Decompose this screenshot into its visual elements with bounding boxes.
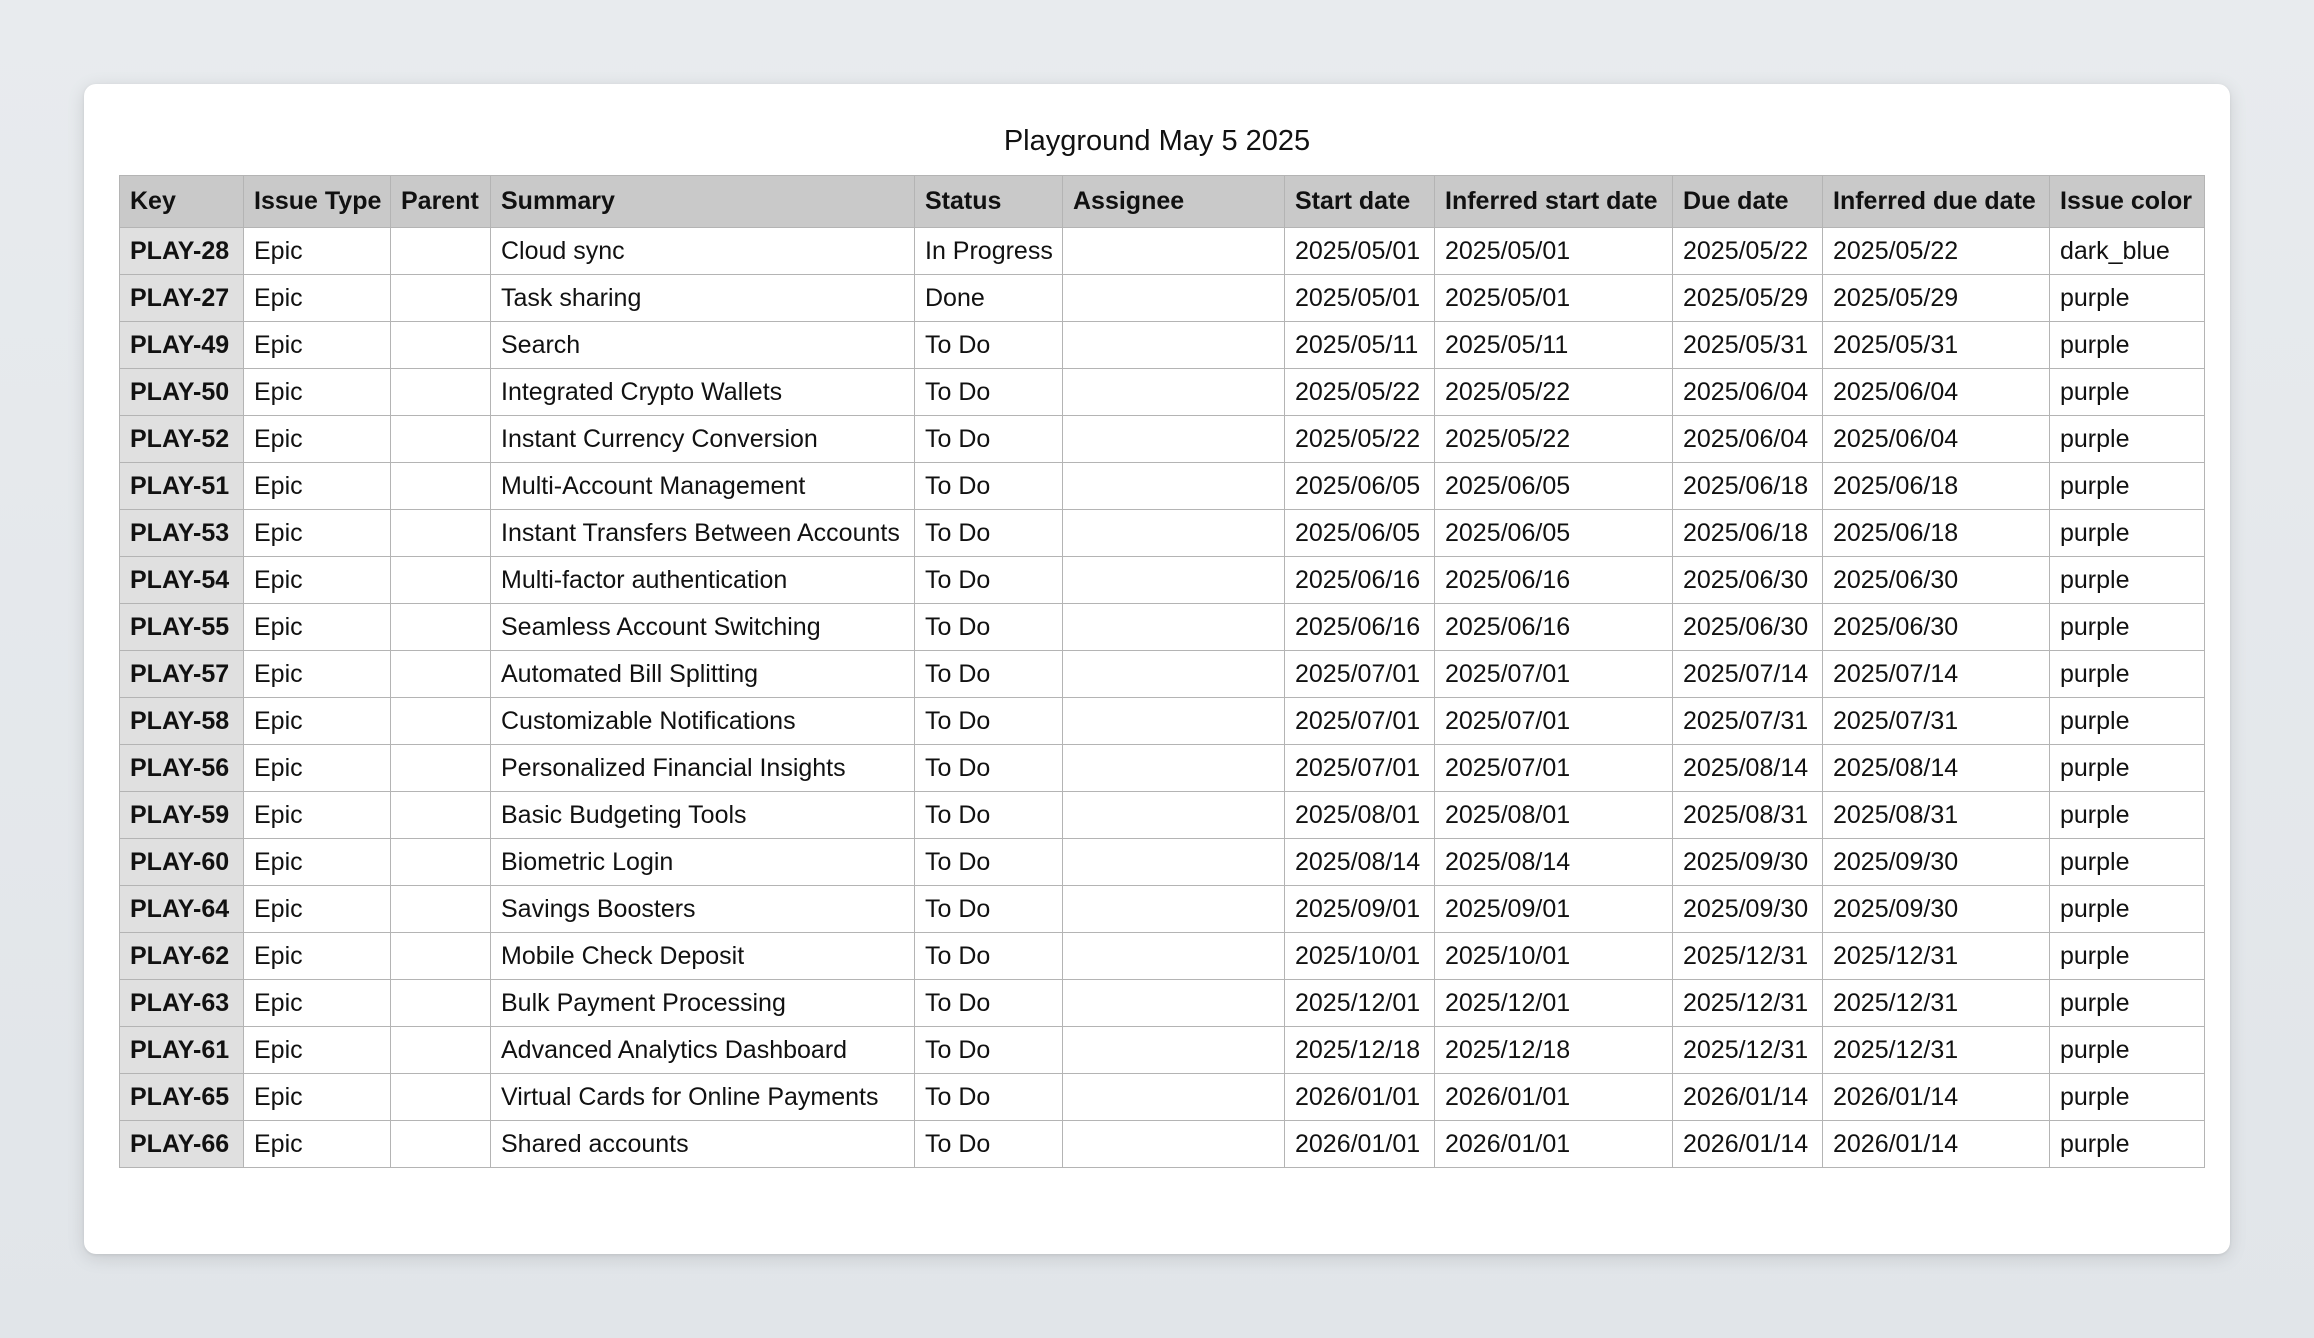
cell-start-date[interactable]: 2025/05/22 (1285, 416, 1435, 463)
cell-start-date[interactable]: 2025/06/16 (1285, 604, 1435, 651)
cell-key[interactable]: PLAY-50 (120, 369, 244, 416)
cell-issue-type[interactable]: Epic (244, 463, 391, 510)
cell-due-date[interactable]: 2026/01/14 (1673, 1074, 1823, 1121)
cell-summary[interactable]: Multi-Account Management (491, 463, 915, 510)
cell-key[interactable]: PLAY-66 (120, 1121, 244, 1168)
cell-due-date[interactable]: 2025/06/04 (1673, 369, 1823, 416)
cell-status[interactable]: To Do (915, 1121, 1063, 1168)
cell-inferred-due-date[interactable]: 2025/09/30 (1823, 839, 2050, 886)
cell-start-date[interactable]: 2025/05/11 (1285, 322, 1435, 369)
cell-issue-color[interactable]: purple (2050, 322, 2205, 369)
cell-inferred-due-date[interactable]: 2026/01/14 (1823, 1121, 2050, 1168)
table-row (120, 651, 2205, 698)
cell-parent[interactable] (391, 228, 491, 275)
cell-status[interactable]: To Do (915, 745, 1063, 792)
cell-assignee[interactable] (1063, 1121, 1285, 1168)
cell-issue-type[interactable]: Epic (244, 604, 391, 651)
table-row (120, 322, 2205, 369)
cell-summary[interactable]: Bulk Payment Processing (491, 980, 915, 1027)
cell-key[interactable]: PLAY-54 (120, 557, 244, 604)
cell-summary[interactable]: Biometric Login (491, 839, 915, 886)
cell-issue-color[interactable]: purple (2050, 1121, 2205, 1168)
issues-table (119, 175, 2205, 1168)
cell-start-date[interactable]: 2025/06/05 (1285, 510, 1435, 557)
cell-issue-color[interactable]: purple (2050, 651, 2205, 698)
cell-due-date[interactable]: 2025/09/30 (1673, 839, 1823, 886)
cell-issue-color[interactable]: purple (2050, 1074, 2205, 1121)
cell-assignee[interactable] (1063, 651, 1285, 698)
cell-inferred-start-date[interactable]: 2025/08/14 (1435, 839, 1673, 886)
cell-due-date[interactable]: 2025/06/18 (1673, 463, 1823, 510)
cell-start-date[interactable]: 2025/05/01 (1285, 275, 1435, 322)
cell-assignee[interactable] (1063, 463, 1285, 510)
table-row (120, 1121, 2205, 1168)
table-row (120, 886, 2205, 933)
cell-summary[interactable]: Seamless Account Switching (491, 604, 915, 651)
cell-status[interactable]: To Do (915, 839, 1063, 886)
cell-issue-type[interactable]: Epic (244, 1121, 391, 1168)
cell-inferred-start-date[interactable]: 2025/09/01 (1435, 886, 1673, 933)
cell-key[interactable]: PLAY-58 (120, 698, 244, 745)
cell-inferred-due-date[interactable]: 2025/12/31 (1823, 980, 2050, 1027)
cell-summary[interactable]: Instant Transfers Between Accounts (491, 510, 915, 557)
table-row (120, 698, 2205, 745)
cell-start-date[interactable]: 2025/07/01 (1285, 651, 1435, 698)
cell-due-date[interactable]: 2025/06/30 (1673, 557, 1823, 604)
table-row (120, 369, 2205, 416)
cell-issue-color[interactable]: purple (2050, 933, 2205, 980)
cell-inferred-start-date[interactable]: 2025/12/01 (1435, 980, 1673, 1027)
column-header-summary[interactable]: Summary (491, 176, 915, 228)
cell-key[interactable]: PLAY-64 (120, 886, 244, 933)
cell-due-date[interactable]: 2025/07/31 (1673, 698, 1823, 745)
cell-issue-type[interactable]: Epic (244, 792, 391, 839)
table-row (120, 1027, 2205, 1074)
cell-inferred-due-date[interactable]: 2025/06/18 (1823, 510, 2050, 557)
cell-inferred-due-date[interactable]: 2025/06/04 (1823, 416, 2050, 463)
table-row (120, 980, 2205, 1027)
cell-summary[interactable]: Instant Currency Conversion (491, 416, 915, 463)
cell-parent[interactable] (391, 416, 491, 463)
cell-assignee[interactable] (1063, 369, 1285, 416)
table-row (120, 416, 2205, 463)
cell-issue-color[interactable]: purple (2050, 275, 2205, 322)
cell-key[interactable]: PLAY-49 (120, 322, 244, 369)
cell-status[interactable]: Done (915, 275, 1063, 322)
cell-inferred-due-date[interactable]: 2025/06/30 (1823, 604, 2050, 651)
cell-assignee[interactable] (1063, 416, 1285, 463)
cell-due-date[interactable]: 2025/08/14 (1673, 745, 1823, 792)
cell-inferred-start-date[interactable]: 2025/10/01 (1435, 933, 1673, 980)
cell-issue-type[interactable]: Epic (244, 980, 391, 1027)
cell-status[interactable]: To Do (915, 322, 1063, 369)
cell-key[interactable]: PLAY-53 (120, 510, 244, 557)
cell-start-date[interactable]: 2025/08/01 (1285, 792, 1435, 839)
cell-issue-color[interactable]: purple (2050, 510, 2205, 557)
cell-issue-color[interactable]: purple (2050, 839, 2205, 886)
cell-assignee[interactable] (1063, 604, 1285, 651)
cell-issue-type[interactable]: Epic (244, 275, 391, 322)
cell-start-date[interactable]: 2025/07/01 (1285, 745, 1435, 792)
cell-assignee[interactable] (1063, 557, 1285, 604)
cell-issue-color[interactable]: purple (2050, 698, 2205, 745)
cell-assignee[interactable] (1063, 792, 1285, 839)
cell-inferred-start-date[interactable]: 2025/05/22 (1435, 369, 1673, 416)
table-row (120, 463, 2205, 510)
cell-inferred-start-date[interactable]: 2025/05/01 (1435, 275, 1673, 322)
cell-inferred-start-date[interactable]: 2025/05/01 (1435, 228, 1673, 275)
cell-summary[interactable]: Task sharing (491, 275, 915, 322)
cell-start-date[interactable]: 2025/12/18 (1285, 1027, 1435, 1074)
cell-key[interactable]: PLAY-52 (120, 416, 244, 463)
cell-summary[interactable]: Virtual Cards for Online Payments (491, 1074, 915, 1121)
table-row (120, 604, 2205, 651)
cell-inferred-start-date[interactable]: 2026/01/01 (1435, 1121, 1673, 1168)
column-header-start-date[interactable]: Start date (1285, 176, 1435, 228)
cell-key[interactable]: PLAY-28 (120, 228, 244, 275)
table-row (120, 1074, 2205, 1121)
cell-issue-type[interactable]: Epic (244, 228, 391, 275)
cell-summary[interactable]: Basic Budgeting Tools (491, 792, 915, 839)
cell-assignee[interactable] (1063, 510, 1285, 557)
cell-assignee[interactable] (1063, 1027, 1285, 1074)
table-row (120, 228, 2205, 275)
cell-summary[interactable]: Multi-factor authentication (491, 557, 915, 604)
cell-inferred-start-date[interactable]: 2025/07/01 (1435, 745, 1673, 792)
cell-issue-type[interactable]: Epic (244, 651, 391, 698)
cell-inferred-start-date[interactable]: 2025/06/16 (1435, 557, 1673, 604)
cell-assignee[interactable] (1063, 933, 1285, 980)
table-row (120, 275, 2205, 322)
cell-assignee[interactable] (1063, 228, 1285, 275)
cell-inferred-due-date[interactable]: 2025/05/31 (1823, 322, 2050, 369)
cell-issue-type[interactable]: Epic (244, 745, 391, 792)
cell-summary[interactable]: Shared accounts (491, 1121, 915, 1168)
cell-assignee[interactable] (1063, 886, 1285, 933)
cell-summary[interactable]: Mobile Check Deposit (491, 933, 915, 980)
cell-key[interactable]: PLAY-59 (120, 792, 244, 839)
cell-summary[interactable]: Advanced Analytics Dashboard (491, 1027, 915, 1074)
cell-inferred-due-date[interactable]: 2025/08/31 (1823, 792, 2050, 839)
cell-inferred-due-date[interactable]: 2025/12/31 (1823, 933, 2050, 980)
cell-key[interactable]: PLAY-65 (120, 1074, 244, 1121)
cell-parent[interactable] (391, 839, 491, 886)
cell-status[interactable]: To Do (915, 792, 1063, 839)
table-row (120, 792, 2205, 839)
cell-inferred-start-date[interactable]: 2025/06/05 (1435, 510, 1673, 557)
cell-summary[interactable]: Customizable Notifications (491, 698, 915, 745)
cell-issue-type[interactable]: Epic (244, 933, 391, 980)
cell-issue-color[interactable]: purple (2050, 745, 2205, 792)
column-header-status[interactable]: Status (915, 176, 1063, 228)
cell-key[interactable]: PLAY-62 (120, 933, 244, 980)
cell-status[interactable]: To Do (915, 557, 1063, 604)
cell-inferred-due-date[interactable]: 2025/07/31 (1823, 698, 2050, 745)
cell-inferred-start-date[interactable]: 2025/06/05 (1435, 463, 1673, 510)
cell-parent[interactable] (391, 604, 491, 651)
cell-summary[interactable]: Integrated Crypto Wallets (491, 369, 915, 416)
cell-assignee[interactable] (1063, 980, 1285, 1027)
cell-due-date[interactable]: 2025/05/22 (1673, 228, 1823, 275)
cell-parent[interactable] (391, 980, 491, 1027)
cell-status[interactable]: To Do (915, 416, 1063, 463)
cell-parent[interactable] (391, 745, 491, 792)
column-header-inferred-due-date[interactable]: Inferred due date (1823, 176, 2050, 228)
cell-parent[interactable] (391, 792, 491, 839)
cell-issue-color[interactable]: purple (2050, 604, 2205, 651)
cell-start-date[interactable]: 2025/09/01 (1285, 886, 1435, 933)
cell-parent[interactable] (391, 463, 491, 510)
cell-status[interactable]: In Progress (915, 228, 1063, 275)
cell-due-date[interactable]: 2025/12/31 (1673, 933, 1823, 980)
cell-issue-type[interactable]: Epic (244, 322, 391, 369)
cell-inferred-due-date[interactable]: 2025/05/29 (1823, 275, 2050, 322)
cell-key[interactable]: PLAY-63 (120, 980, 244, 1027)
cell-issue-type[interactable]: Epic (244, 510, 391, 557)
column-header-assignee[interactable]: Assignee (1063, 176, 1285, 228)
cell-due-date[interactable]: 2025/12/31 (1673, 980, 1823, 1027)
sheet-title: Playground May 5 2025 (1003, 125, 1311, 157)
cell-due-date[interactable]: 2025/05/29 (1673, 275, 1823, 322)
cell-start-date[interactable]: 2025/05/01 (1285, 228, 1435, 275)
cell-issue-type[interactable]: Epic (244, 698, 391, 745)
cell-assignee[interactable] (1063, 745, 1285, 792)
cell-inferred-due-date[interactable]: 2025/05/22 (1823, 228, 2050, 275)
cell-issue-color[interactable]: purple (2050, 463, 2205, 510)
cell-status[interactable]: To Do (915, 463, 1063, 510)
cell-inferred-start-date[interactable]: 2025/08/01 (1435, 792, 1673, 839)
cell-start-date[interactable]: 2025/08/14 (1285, 839, 1435, 886)
cell-inferred-due-date[interactable]: 2025/07/14 (1823, 651, 2050, 698)
cell-status[interactable]: To Do (915, 651, 1063, 698)
cell-issue-color[interactable]: purple (2050, 980, 2205, 1027)
cell-parent[interactable] (391, 322, 491, 369)
cell-inferred-due-date[interactable]: 2025/08/14 (1823, 745, 2050, 792)
cell-assignee[interactable] (1063, 275, 1285, 322)
cell-issue-color[interactable]: purple (2050, 886, 2205, 933)
cell-key[interactable]: PLAY-60 (120, 839, 244, 886)
cell-due-date[interactable]: 2025/07/14 (1673, 651, 1823, 698)
cell-start-date[interactable]: 2025/06/16 (1285, 557, 1435, 604)
cell-inferred-due-date[interactable]: 2025/12/31 (1823, 1027, 2050, 1074)
cell-start-date[interactable]: 2026/01/01 (1285, 1074, 1435, 1121)
column-header-inferred-start-date[interactable]: Inferred start date (1435, 176, 1673, 228)
table-row (120, 557, 2205, 604)
cell-parent[interactable] (391, 275, 491, 322)
table-body (120, 228, 2205, 1168)
column-header-due-date[interactable]: Due date (1673, 176, 1823, 228)
cell-issue-color[interactable]: purple (2050, 792, 2205, 839)
cell-inferred-start-date[interactable]: 2025/05/11 (1435, 322, 1673, 369)
cell-issue-type[interactable]: Epic (244, 369, 391, 416)
cell-parent[interactable] (391, 369, 491, 416)
cell-summary[interactable]: Search (491, 322, 915, 369)
cell-due-date[interactable]: 2025/09/30 (1673, 886, 1823, 933)
cell-issue-type[interactable]: Epic (244, 416, 391, 463)
cell-start-date[interactable]: 2025/10/01 (1285, 933, 1435, 980)
cell-parent[interactable] (391, 651, 491, 698)
cell-due-date[interactable]: 2025/08/31 (1673, 792, 1823, 839)
cell-due-date[interactable]: 2025/06/18 (1673, 510, 1823, 557)
cell-issue-type[interactable]: Epic (244, 839, 391, 886)
column-header-issue-color[interactable]: Issue color (2050, 176, 2205, 228)
table-row (120, 745, 2205, 792)
cell-key[interactable]: PLAY-51 (120, 463, 244, 510)
cell-summary[interactable]: Personalized Financial Insights (491, 745, 915, 792)
cell-inferred-start-date[interactable]: 2025/12/18 (1435, 1027, 1673, 1074)
cell-status[interactable]: To Do (915, 604, 1063, 651)
cell-key[interactable]: PLAY-57 (120, 651, 244, 698)
cell-inferred-due-date[interactable]: 2025/06/04 (1823, 369, 2050, 416)
cell-start-date[interactable]: 2025/07/01 (1285, 698, 1435, 745)
cell-due-date[interactable]: 2025/06/30 (1673, 604, 1823, 651)
cell-issue-type[interactable]: Epic (244, 557, 391, 604)
cell-issue-type[interactable]: Epic (244, 1027, 391, 1074)
cell-parent[interactable] (391, 886, 491, 933)
cell-issue-color[interactable]: purple (2050, 1027, 2205, 1074)
cell-status[interactable]: To Do (915, 980, 1063, 1027)
cell-due-date[interactable]: 2025/05/31 (1673, 322, 1823, 369)
cell-key[interactable]: PLAY-27 (120, 275, 244, 322)
cell-issue-color[interactable]: purple (2050, 557, 2205, 604)
cell-issue-color[interactable]: purple (2050, 369, 2205, 416)
cell-assignee[interactable] (1063, 839, 1285, 886)
cell-status[interactable]: To Do (915, 1027, 1063, 1074)
cell-status[interactable]: To Do (915, 1074, 1063, 1121)
cell-due-date[interactable]: 2025/06/04 (1673, 416, 1823, 463)
cell-summary[interactable]: Savings Boosters (491, 886, 915, 933)
cell-key[interactable]: PLAY-61 (120, 1027, 244, 1074)
column-header-parent[interactable]: Parent (391, 176, 491, 228)
cell-inferred-due-date[interactable]: 2025/06/30 (1823, 557, 2050, 604)
cell-start-date[interactable]: 2026/01/01 (1285, 1121, 1435, 1168)
cell-parent[interactable] (391, 510, 491, 557)
cell-issue-type[interactable]: Epic (244, 1074, 391, 1121)
cell-parent[interactable] (391, 1074, 491, 1121)
cell-status[interactable]: To Do (915, 510, 1063, 557)
cell-parent[interactable] (391, 698, 491, 745)
cell-inferred-start-date[interactable]: 2025/07/01 (1435, 698, 1673, 745)
cell-issue-color[interactable]: dark_blue (2050, 228, 2205, 275)
cell-status[interactable]: To Do (915, 886, 1063, 933)
cell-inferred-start-date[interactable]: 2025/05/22 (1435, 416, 1673, 463)
cell-status[interactable]: To Do (915, 933, 1063, 980)
cell-assignee[interactable] (1063, 322, 1285, 369)
cell-status[interactable]: To Do (915, 698, 1063, 745)
column-header-issue-type[interactable]: Issue Type (244, 176, 391, 228)
cell-parent[interactable] (391, 557, 491, 604)
cell-parent[interactable] (391, 933, 491, 980)
cell-key[interactable]: PLAY-55 (120, 604, 244, 651)
cell-assignee[interactable] (1063, 698, 1285, 745)
cell-assignee[interactable] (1063, 1074, 1285, 1121)
cell-summary[interactable]: Automated Bill Splitting (491, 651, 915, 698)
cell-inferred-due-date[interactable]: 2025/06/18 (1823, 463, 2050, 510)
column-header-key[interactable]: Key (120, 176, 244, 228)
cell-summary[interactable]: Cloud sync (491, 228, 915, 275)
cell-due-date[interactable]: 2025/12/31 (1673, 1027, 1823, 1074)
cell-due-date[interactable]: 2026/01/14 (1673, 1121, 1823, 1168)
cell-issue-color[interactable]: purple (2050, 416, 2205, 463)
table-row (120, 839, 2205, 886)
cell-inferred-due-date[interactable]: 2026/01/14 (1823, 1074, 2050, 1121)
cell-issue-type[interactable]: Epic (244, 886, 391, 933)
cell-start-date[interactable]: 2025/05/22 (1285, 369, 1435, 416)
cell-inferred-start-date[interactable]: 2026/01/01 (1435, 1074, 1673, 1121)
cell-start-date[interactable]: 2025/12/01 (1285, 980, 1435, 1027)
cell-inferred-start-date[interactable]: 2025/06/16 (1435, 604, 1673, 651)
cell-inferred-due-date[interactable]: 2025/09/30 (1823, 886, 2050, 933)
cell-start-date[interactable]: 2025/06/05 (1285, 463, 1435, 510)
cell-inferred-start-date[interactable]: 2025/07/01 (1435, 651, 1673, 698)
header-row (120, 176, 2205, 228)
table-row (120, 510, 2205, 557)
cell-parent[interactable] (391, 1027, 491, 1074)
cell-status[interactable]: To Do (915, 369, 1063, 416)
cell-parent[interactable] (391, 1121, 491, 1168)
cell-key[interactable]: PLAY-56 (120, 745, 244, 792)
table-row (120, 933, 2205, 980)
